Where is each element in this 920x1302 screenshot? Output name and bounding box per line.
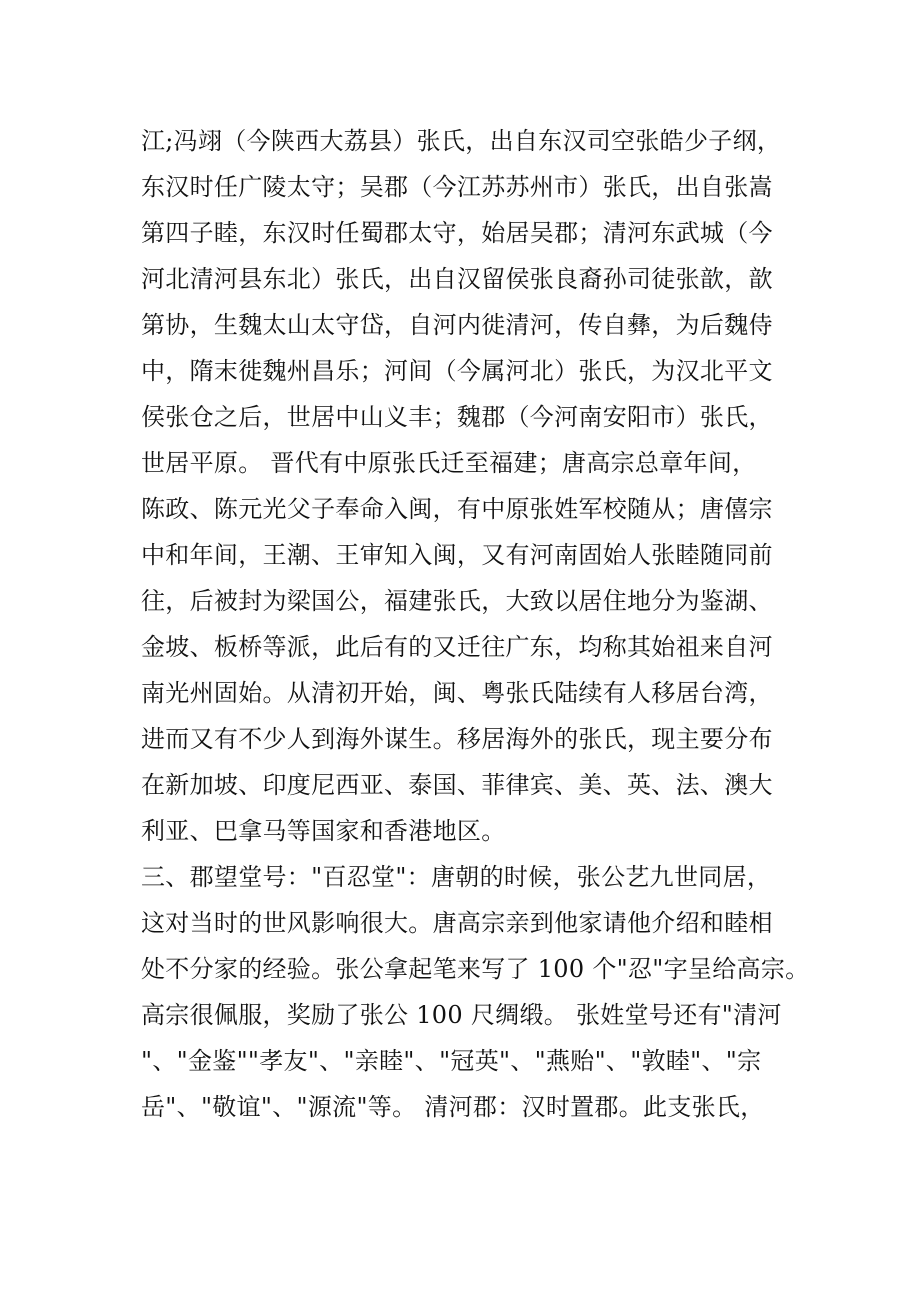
text-line: 处不分家的经验。张公拿起笔来写了 100 个"忍"字呈给高宗。 [141,955,810,983]
text-line: 中，隋末徙魏州昌乐；河间（今属河北）张氏，为汉北平文 [141,357,773,385]
text-line: 进而又有不少人到海外谋生。移居海外的张氏，现主要分布 [141,725,773,753]
text-line: 往，后被封为梁国公，福建张氏，大致以居住地分为鉴湖、 [141,587,773,615]
text-line: 陈政、陈元光父子奉命入闽，有中原张姓军校随从；唐僖宗 [141,495,773,523]
text-line: 河北清河县东北）张氏，出自汉留侯张良裔孙司徒张歆，歆 [141,265,773,293]
text-line: 岳"、"敬谊"、"源流"等。 清河郡：汉时置郡。此支张氏， [141,1093,765,1121]
text-line: 第协，生魏太山太守岱，自河内徙清河，传自彝，为后魏侍 [141,311,773,339]
text-line: 这对当时的世风影响很大。唐高宗亲到他家请他介绍和睦相 [141,909,773,937]
text-line: 高宗很佩服，奖励了张公 100 尺绸缎。 张姓堂号还有"清河 [141,1001,782,1029]
text-line: 南光州固始。从清初开始，闽、粤张氏陆续有人移居台湾， [141,679,773,707]
text-line: 中和年间，王潮、王审知入闽，又有河南固始人张睦随同前 [141,541,773,569]
body-text [141,118,821,1130]
text-line: 金坡、板桥等派，此后有的又迁往广东，均称其始祖来自河 [141,633,773,661]
text-line: 第四子睦，东汉时任蜀郡太守，始居吴郡；清河东武城（今 [141,219,773,247]
text-line: 世居平原。 晋代有中原张氏迁至福建；唐高宗总章年间， [141,449,757,477]
text-line: 在新加坡、印度尼西亚、泰国、菲律宾、美、英、法、澳大 [141,771,773,799]
text-line: 侯张仓之后，世居中山义丰；魏郡（今河南安阳市）张氏， [141,403,773,431]
section-heading-line: 三、郡望堂号："百忍堂"：唐朝的时候，张公艺九世同居， [141,863,772,891]
text-line: "、"金鉴""孝友"、"亲睦"、"冠英"、"燕贻"、"敦睦"、"宗 [141,1047,762,1075]
text-line: 江;冯翊（今陕西大荔县）张氏，出自东汉司空张皓少子纲， [141,127,782,155]
text-line: 东汉时任广陵太守；吴郡（今江苏苏州市）张氏，出自张嵩 [141,173,773,201]
text-line: 利亚、巴拿马等国家和香港地区。 [141,817,506,845]
